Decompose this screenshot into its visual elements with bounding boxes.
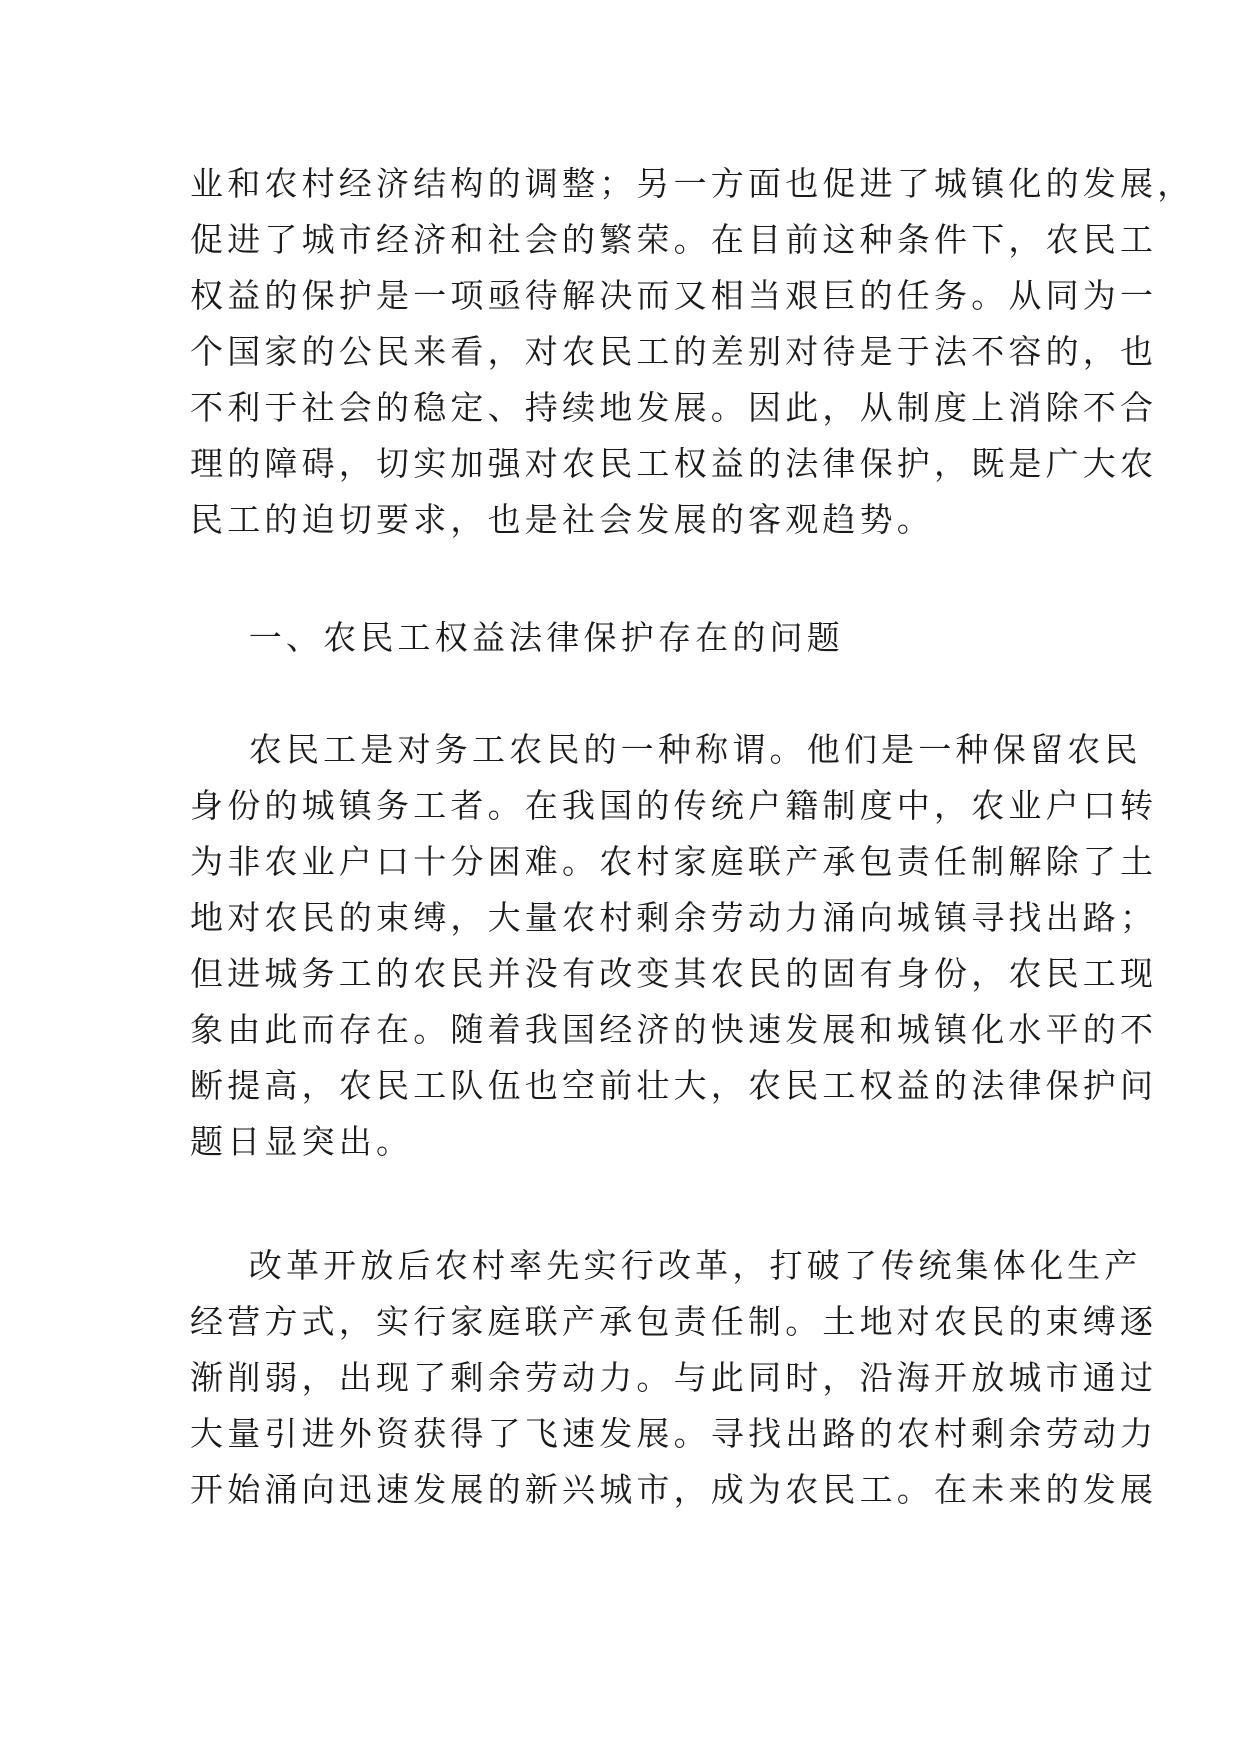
text-line: 促进了城市经济和社会的繁荣。在目前这种条件下，农民工 <box>190 220 1158 259</box>
text-line: 民工的迫切要求，也是社会发展的客观趋势。 <box>190 500 934 539</box>
text-line: 农民工是对务工农民的一种称谓。他们是一种保留农民 <box>190 730 1142 769</box>
text-line: 理的障碍，切实加强对农民工权益的法律保护，既是广大农 <box>190 444 1158 483</box>
text-line: 开始涌向迅速发展的新兴城市，成为农民工。在未来的发展 <box>190 1470 1158 1509</box>
text-line: 改革开放后农村率先实行改革，打破了传统集体化生产 <box>190 1246 1142 1285</box>
text-line: 权益的保护是一项亟待解决而又相当艰巨的任务。从同为一 <box>190 276 1158 315</box>
text-line: 个国家的公民来看，对农民工的差别对待是于法不容的，也 <box>190 332 1158 371</box>
text-line: 为非农业户口十分困难。农村家庭联产承包责任制解除了土 <box>190 842 1158 881</box>
heading-line: 一、农民工权益法律保护存在的问题 <box>190 618 844 657</box>
text-line: 地对农民的束缚，大量农村剩余劳动力涌向城镇寻找出路； <box>190 898 1158 937</box>
text-line: 题日显突出。 <box>190 1122 414 1161</box>
paragraph-migrant-worker-definition <box>190 722 1158 1170</box>
text-line: 大量引进外资获得了飞速发展。寻找出路的农村剩余劳动力 <box>190 1414 1158 1453</box>
text-line: 业和农村经济结构的调整；另一方面也促进了城镇化的发展， <box>190 164 1195 203</box>
section-heading <box>190 610 1110 666</box>
text-line: 断提高，农民工队伍也空前壮大，农民工权益的法律保护问 <box>190 1066 1158 1105</box>
text-line: 经营方式，实行家庭联产承包责任制。土地对农民的束缚逐 <box>190 1302 1158 1341</box>
text-line: 但进城务工的农民并没有改变其农民的固有身份，农民工现 <box>190 954 1158 993</box>
paragraph-intro-continuation <box>190 156 1195 548</box>
paragraph-reform-history <box>190 1238 1158 1518</box>
text-line: 不利于社会的稳定、持续地发展。因此，从制度上消除不合 <box>190 388 1158 427</box>
text-line: 渐削弱，出现了剩余劳动力。与此同时，沿海开放城市通过 <box>190 1358 1158 1397</box>
text-line: 身份的城镇务工者。在我国的传统户籍制度中，农业户口转 <box>190 786 1158 825</box>
text-line: 象由此而存在。随着我国经济的快速发展和城镇化水平的不 <box>190 1010 1158 1049</box>
